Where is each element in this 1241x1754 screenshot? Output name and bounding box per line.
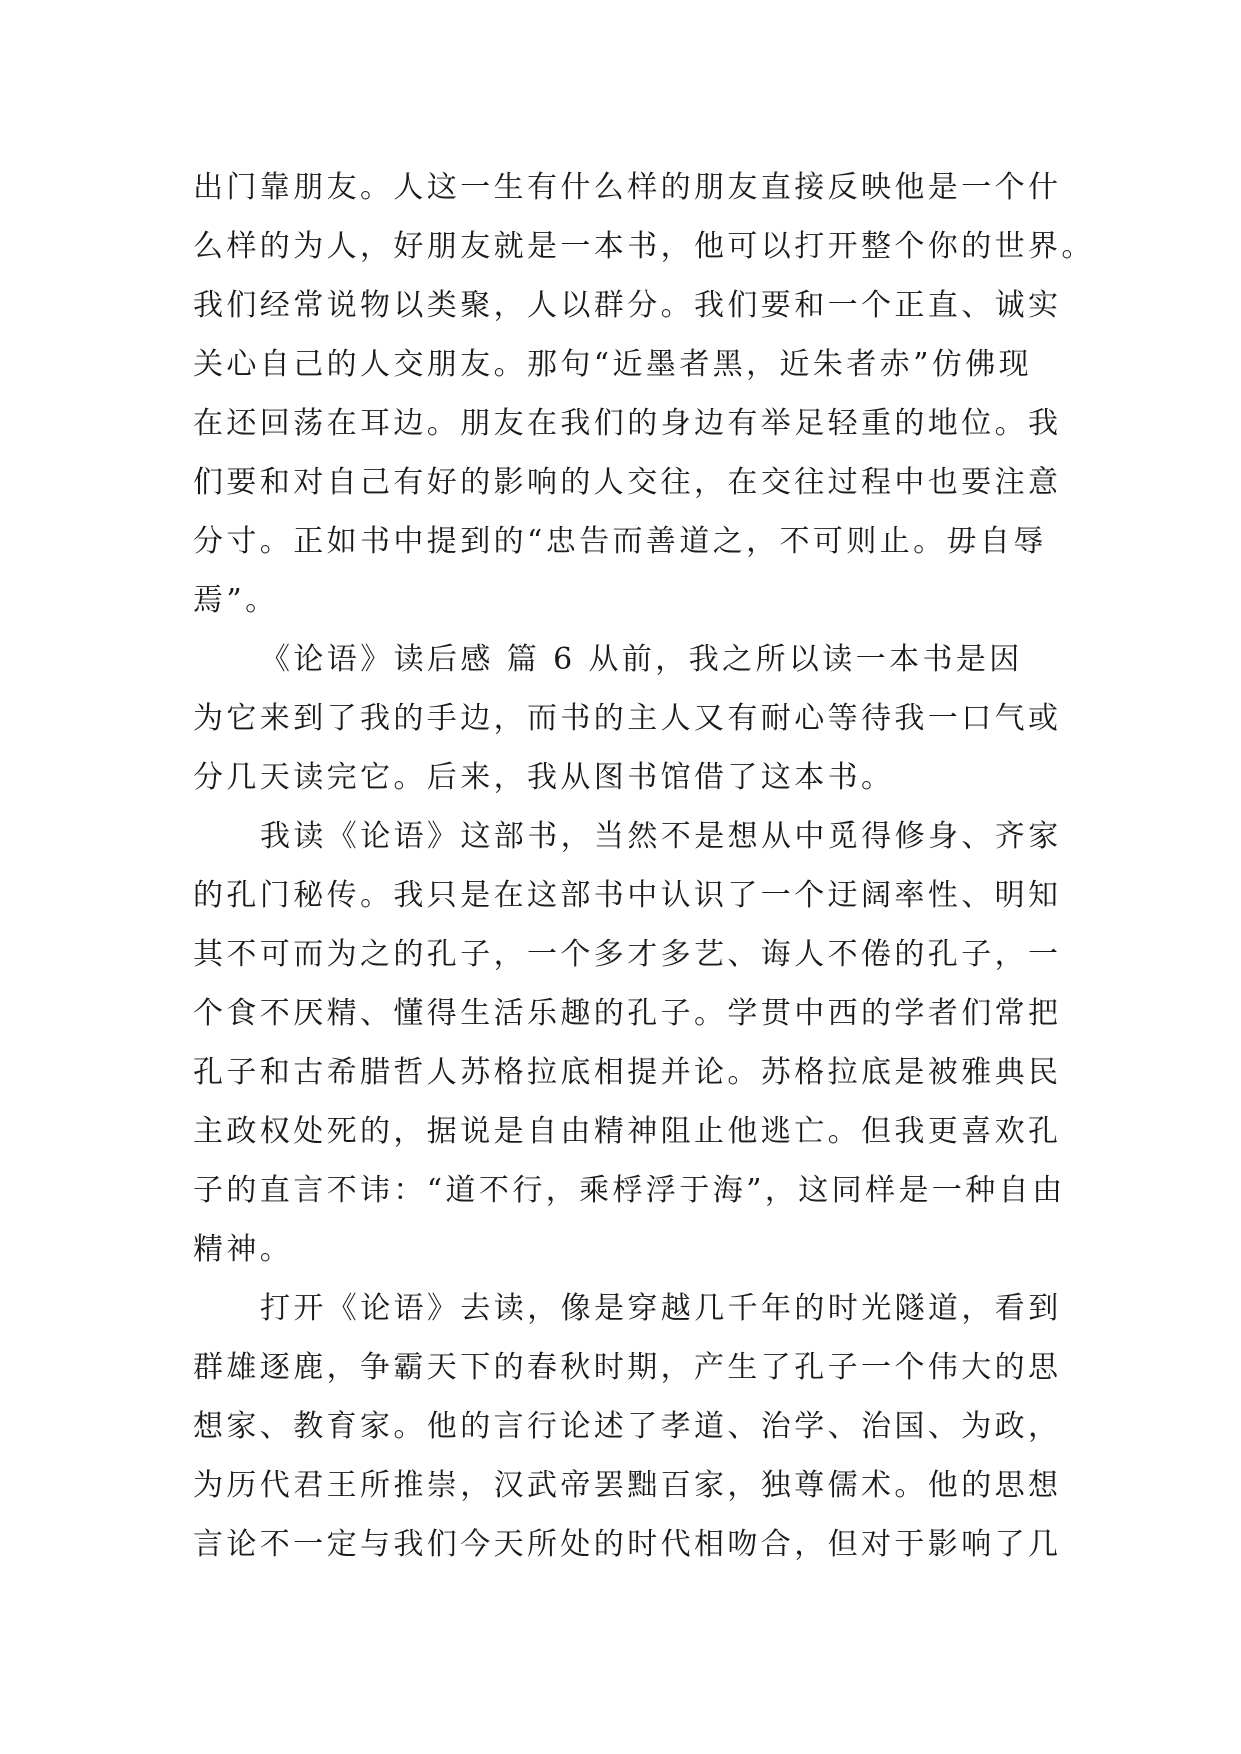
text-line: 么样的为人，好朋友就是一本书，他可以打开整个你的世界。 <box>193 229 1095 264</box>
text-line: 孔子和古希腊哲人苏格拉底相提并论。苏格拉底是被雅典民 <box>193 1055 1062 1090</box>
text-line: 焉”。 <box>193 583 279 618</box>
text-line: 打开《论语》去读，像是穿越几千年的时光隧道，看到 <box>260 1291 1062 1326</box>
text-line: 主政权处死的，据说是自由精神阻止他逃亡。但我更喜欢孔 <box>193 1114 1062 1149</box>
text-line: 的孔门秘传。我只是在这部书中认识了一个迂阔率性、明知 <box>193 878 1062 913</box>
text-line: 我们经常说物以类聚，人以群分。我们要和一个正直、诚实 <box>193 288 1062 323</box>
text-line: 言论不一定与我们今天所处的时代相吻合，但对于影响了几 <box>193 1527 1062 1562</box>
body-text <box>193 158 1095 1574</box>
text-line: 在还回荡在耳边。朋友在我们的身边有举足轻重的地位。我 <box>193 406 1062 441</box>
text-line: 分几天读完它。后来，我从图书馆借了这本书。 <box>193 760 895 795</box>
text-line: 其不可而为之的孔子，一个多才多艺、诲人不倦的孔子，一 <box>193 937 1062 972</box>
text-line: 出门靠朋友。人这一生有什么样的朋友直接反映他是一个什 <box>193 170 1062 205</box>
text-line: 分寸。正如书中提到的“忠告而善道之，不可则止。毋自辱 <box>193 524 1047 559</box>
text-line: 想家、教育家。他的言行论述了孝道、治学、治国、为政， <box>193 1409 1062 1444</box>
text-line: 个食不厌精、懂得生活乐趣的孔子。学贯中西的学者们常把 <box>193 996 1062 1031</box>
text-line: 群雄逐鹿，争霸天下的春秋时期，产生了孔子一个伟大的思 <box>193 1350 1062 1385</box>
text-line: 子的直言不讳：“道不行，乘桴浮于海”，这同样是一种自由 <box>193 1173 1066 1208</box>
text-line: 关心自己的人交朋友。那句“近墨者黑，近朱者赤”仿佛现 <box>193 347 1033 382</box>
text-line: 们要和对自己有好的影响的人交往，在交往过程中也要注意 <box>193 465 1062 500</box>
text-line: 为历代君王所推崇，汉武帝罢黜百家，独尊儒术。他的思想 <box>193 1468 1062 1503</box>
text-line: 我读《论语》这部书，当然不是想从中觅得修身、齐家 <box>260 819 1062 854</box>
text-line: 《论语》读后感 篇 6 从前，我之所以读一本书是因 <box>260 642 1023 677</box>
text-line: 精神。 <box>193 1232 294 1267</box>
text-line: 为它来到了我的手边，而书的主人又有耐心等待我一口气或 <box>193 701 1062 736</box>
